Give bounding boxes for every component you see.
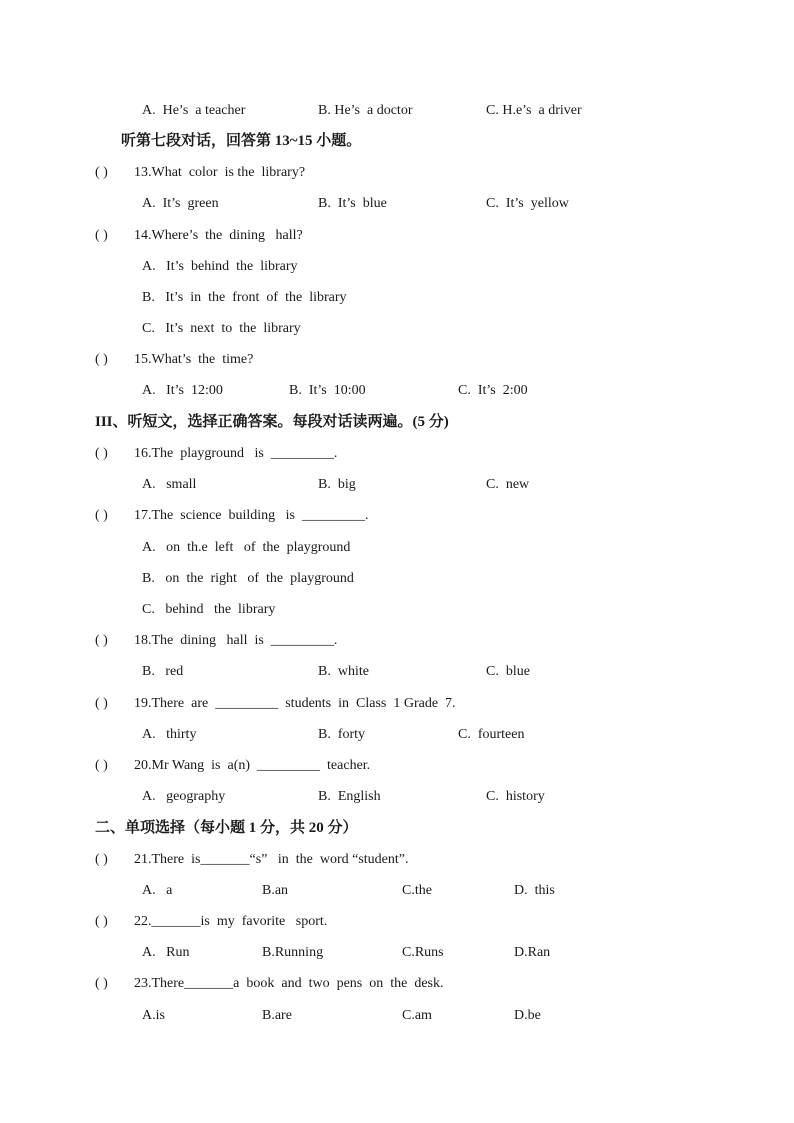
answer-paren-17: ( ) <box>95 508 108 523</box>
question-20: 20.Mr Wang is a(n) _________ teacher. <box>134 758 371 773</box>
question-23: 23.There_______a book and two pens on the desk. <box>134 976 444 991</box>
q23-option-b: B.are <box>262 1008 292 1023</box>
answer-paren-16: ( ) <box>95 446 108 461</box>
q17-option-a: A. on th.e left of the playground <box>142 540 351 555</box>
q21-option-a: A. a <box>142 883 173 898</box>
q14-option-c: C. It’s next to the library <box>142 321 301 336</box>
option-b: B. He’s a doctor <box>318 103 413 118</box>
q22-option-b: B.Running <box>262 945 324 960</box>
q14-option-a: A. It’s behind the library <box>142 259 298 274</box>
q13-option-c: C. It’s yellow <box>486 196 569 211</box>
question-13: 13.What color is the library? <box>134 165 306 180</box>
question-16: 16.The playground is _________. <box>134 446 338 461</box>
answer-paren-21: ( ) <box>95 852 108 867</box>
question-18: 18.The dining hall is _________. <box>134 633 338 648</box>
q21-option-d: D. this <box>514 883 555 898</box>
q19-option-c: C. fourteen <box>458 727 525 742</box>
answer-paren-20: ( ) <box>95 758 108 773</box>
answer-paren-15: ( ) <box>95 352 108 367</box>
answer-paren-18: ( ) <box>95 633 108 648</box>
q18-option-b: B. white <box>318 664 369 679</box>
q14-option-b: B. It’s in the front of the library <box>142 290 347 305</box>
answer-paren-13: ( ) <box>95 165 108 180</box>
question-19: 19.There are _________ students in Class 1 Grade 7. <box>134 696 456 711</box>
q19-option-a: A. thirty <box>142 727 197 742</box>
q21-option-c: C.the <box>402 883 432 898</box>
q22-option-d: D.Ran <box>514 945 551 960</box>
q16-option-b: B. big <box>318 477 356 492</box>
q18-option-a: B. red <box>142 664 184 679</box>
q22-option-c: C.Runs <box>402 945 444 960</box>
q16-option-c: C. new <box>486 477 530 492</box>
q20-option-a: A. geography <box>142 789 226 804</box>
q16-option-a: A. small <box>142 477 197 492</box>
question-22: 22._______is my favorite sport. <box>134 914 328 929</box>
option-c: C. H.e’s a driver <box>486 103 582 118</box>
q15-option-c: C. It’s 2:00 <box>458 383 528 398</box>
q17-option-b: B. on the right of the playground <box>142 571 354 586</box>
question-21: 21.There is_______“s” in the word “student”. <box>134 852 409 867</box>
q23-option-c: C.am <box>402 1008 432 1023</box>
q20-option-b: B. English <box>318 789 381 804</box>
q15-option-b: B. It’s 10:00 <box>289 383 366 398</box>
q18-option-c: C. blue <box>486 664 530 679</box>
q22-option-a: A. Run <box>142 945 190 960</box>
section-heading-3: III、听短文，选择正确答案。每段对话读两遍。(5 分) <box>95 414 449 430</box>
answer-paren-22: ( ) <box>95 914 108 929</box>
q13-option-a: A. It’s green <box>142 196 219 211</box>
q23-option-d: D.be <box>514 1008 541 1023</box>
q13-option-b: B. It’s blue <box>318 196 387 211</box>
answer-paren-14: ( ) <box>95 228 108 243</box>
q20-option-c: C. history <box>486 789 545 804</box>
q23-option-a: A.is <box>142 1008 165 1023</box>
option-a: A. He’s a teacher <box>142 103 246 118</box>
q17-option-c: C. behind the library <box>142 602 276 617</box>
q15-option-a: A. It’s 12:00 <box>142 383 223 398</box>
question-15: 15.What’s the time? <box>134 352 254 367</box>
q19-option-b: B. forty <box>318 727 366 742</box>
answer-paren-19: ( ) <box>95 696 108 711</box>
section-heading-2: 二、单项选择（每小题 1 分，共 20 分） <box>95 820 358 836</box>
q21-option-b: B.an <box>262 883 289 898</box>
answer-paren-23: ( ) <box>95 976 108 991</box>
question-17: 17.The science building is _________. <box>134 508 369 523</box>
section-heading-7: 听第七段对话，回答第 13~15 小题。 <box>121 133 362 149</box>
question-14: 14.Where’s the dining hall? <box>134 228 303 243</box>
